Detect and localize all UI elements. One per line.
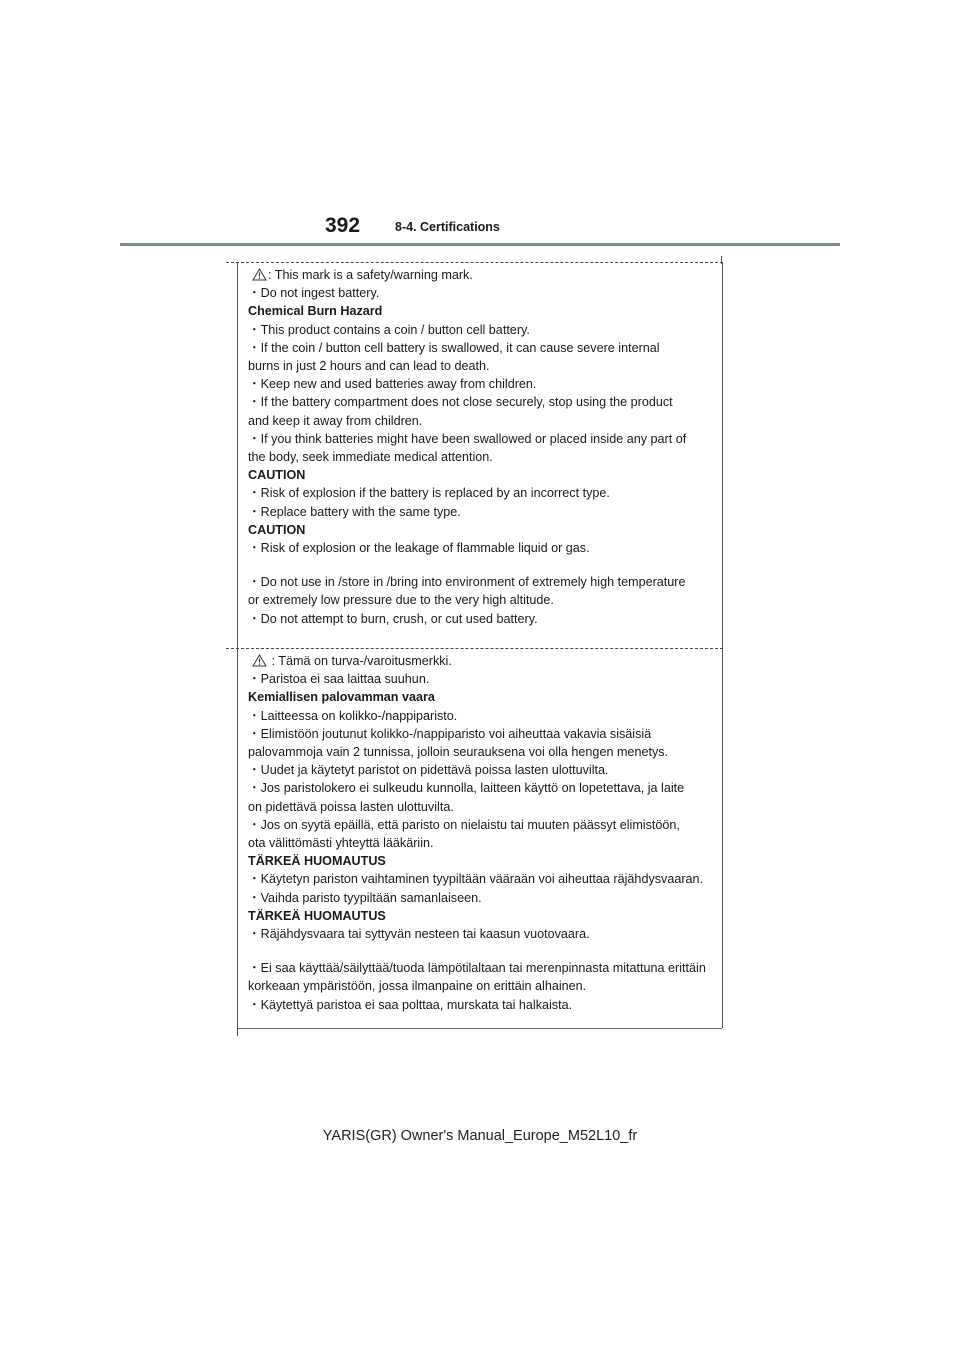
heading: TÄRKEÄ HUOMAUTUS <box>248 908 386 923</box>
section-title: 8-4. Certifications <box>395 220 500 234</box>
text-line: ・If you think batteries might have been swallowed or placed inside any part of <box>248 431 687 446</box>
warning-mark-line <box>248 266 718 284</box>
warning-mark-text: : Tämä on turva-/varoitusmerkki. <box>268 654 452 668</box>
text-line: ・Keep new and used batteries away from children. <box>248 377 537 392</box>
page-header <box>0 0 960 250</box>
label-bottom-border <box>237 1028 722 1029</box>
warning-mark-text: : This mark is a safety/warning mark. <box>268 268 473 282</box>
text-line: ota välittömästi yhteyttä lääkäriin. <box>248 836 434 851</box>
heading: CAUTION <box>248 522 306 537</box>
text-line: ・This product contains a coin / button cell battery. <box>248 322 530 337</box>
text-line: korkeaan ympäristöön, jossa ilmanpaine on erittäin alhainen. <box>248 979 587 994</box>
corner-mark <box>721 256 722 264</box>
text-line: ・Elimistöön joutunut kolikko-/nappiparisto voi aiheuttaa vakavia sisäisiä <box>248 726 652 741</box>
text-line: ・Do not attempt to burn, crush, or cut used battery. <box>248 611 538 626</box>
text-line: ・Käytetyn pariston vaihtaminen tyypiltään vääraän voi aiheuttaa räjähdysvaaran. <box>248 872 704 887</box>
text-line: ・Uudet ja käytetyt paristot on pidettävä poissa lasten ulottuvilta. <box>248 763 609 778</box>
text-line: ・Paristoa ei saa laittaa suuhun. <box>248 672 430 687</box>
text-line: ・Do not use in /store in /bring into environment of extremely high temperature <box>248 575 686 590</box>
text-line: ・Laitteessa on kolikko-/nappiparisto. <box>248 708 458 723</box>
label-divider-dashed <box>226 648 723 649</box>
text-line: ・Ei saa käyttää/säilyttää/tuoda lämpötilaltaan tai merenpinnasta mitattuna erittäin <box>248 961 706 976</box>
text-line: ・Jos paristolokero ei sulkeudu kunnolla, laitteen käyttö on lopetettava, ja laite <box>248 781 685 796</box>
header-rule <box>120 243 840 246</box>
warning-triangle-icon <box>252 268 267 281</box>
text-line: ・Replace battery with the same type. <box>248 504 461 519</box>
text-line: ・If the coin / button cell battery is swallowed, it can cause severe internal <box>248 340 660 355</box>
heading: Kemiallisen palovamman vaara <box>248 690 435 705</box>
spacer <box>248 943 718 959</box>
text-line: ・If the battery compartment does not close securely, stop using the product <box>248 395 673 410</box>
text-line: on pidettävä poissa lasten ulottuvilta. <box>248 799 454 814</box>
text-line: ・Räjähdysvaara tai syttyvän nesteen tai kaasun vuotovaara. <box>248 927 590 942</box>
page-footer: YARIS(GR) Owner's Manual_Europe_M52L10_fr <box>322 1128 638 1144</box>
text-line: burns in just 2 hours and can lead to death. <box>248 359 490 374</box>
heading: TÄRKEÄ HUOMAUTUS <box>248 854 386 869</box>
text-line: the body, seek immediate medical attention. <box>248 450 493 465</box>
spacer <box>248 557 718 573</box>
text-line: palovammoja vain 2 tunnissa, jolloin seurauksena voi olla hengen menetys. <box>248 745 669 760</box>
corner-mark <box>237 1022 238 1036</box>
text-line: or extremely low pressure due to the very high altitude. <box>248 593 554 608</box>
text-line: ・Käytettyä paristoa ei saa polttaa, murskata tai halkaista. <box>248 997 573 1012</box>
english-warning-text <box>248 266 718 628</box>
text-line: ・Risk of explosion if the battery is replaced by an incorrect type. <box>248 486 610 501</box>
label-top-dashed-border <box>226 262 723 263</box>
text-line: ・Jos on syytä epäillä, että paristo on nielaistu tai muuten päässyt elimistöön, <box>248 817 680 832</box>
text-line: ・Vaihda paristo tyypiltään samanlaiseen. <box>248 890 482 905</box>
heading: CAUTION <box>248 468 306 483</box>
page-number: 392 <box>325 214 361 237</box>
text-line: ・Do not ingest battery. <box>248 286 380 301</box>
text-line: and keep it away from children. <box>248 413 423 428</box>
warning-triangle-icon <box>252 654 267 667</box>
finnish-warning-text <box>248 652 718 1014</box>
warning-mark-line <box>248 652 718 670</box>
text-line: ・Risk of explosion or the leakage of flammable liquid or gas. <box>248 541 590 556</box>
heading: Chemical Burn Hazard <box>248 304 383 319</box>
